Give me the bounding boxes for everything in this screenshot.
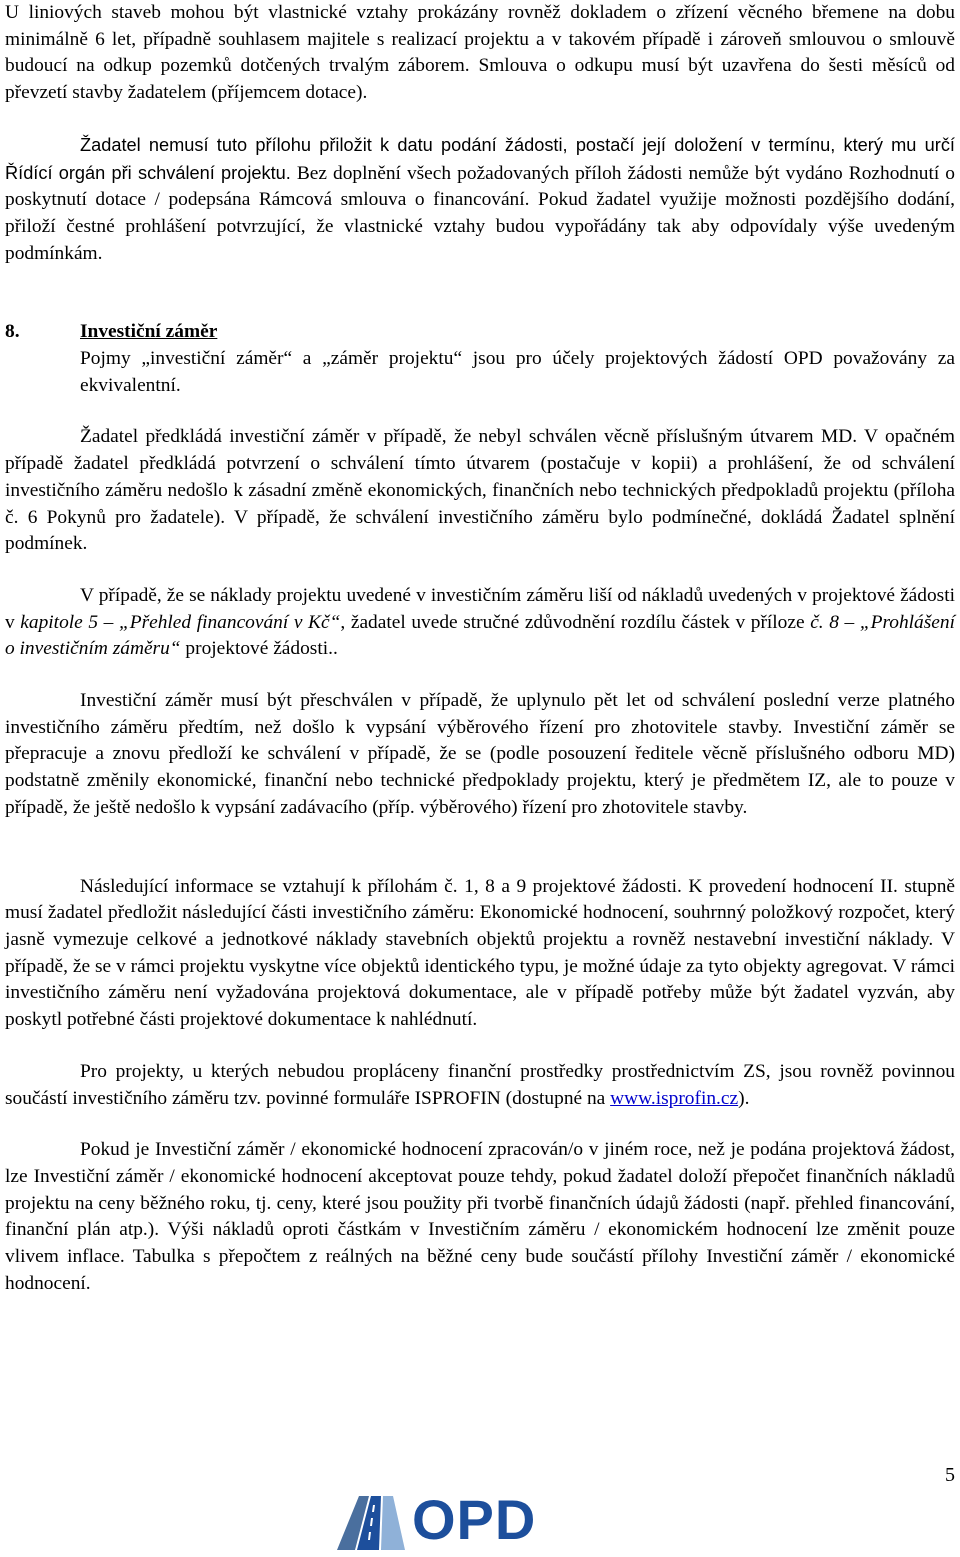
opd-logo-mark-icon: [335, 1488, 407, 1552]
paragraph-evaluation: Následující informace se vztahují k přílohám č. 1, 8 a 9 projektové žádosti. K provedení hodnocení II. stupně musí žadatel předložit následující části investičního záměru: Ekonomické hodnocení, souhrnný položkový rozpočet, který jasně vymezuje celkové a jednotkové náklady stavebních objektů projektu a rovněž nestavební investiční náklady. V případě, že se v rámci projektu vyskytne více objektů identického typu, je možné údaje za tyto objekty agregovat. V rámci investičního záměru není vyžadována projektová dokumentace, ale v případě potřeby může být žadatel vyzván, aby poskytl potřebné části projektové dokumentace k nahlédnutí.: [5, 875, 955, 1031]
page-number: 5: [945, 1464, 955, 1486]
cost-text-1: V případě, že se náklady projektu uvedené v investičním záměru liší od nákladů uvedených v projektové žádosti v: [5, 584, 955, 633]
attachment-requirement-text: Bez doplnění všech požadovaných příloh žádosti nemůže být vydáno Rozhodnutí o poskytnutí dotace / podepsána Rámcová smlouva o financování. Pokud žadatel využije možnosti pozdějšího dodání, přiloží čestné prohlášení potvrzující, že vlastnické vztahy budou vypořádány tak aby odpovídaly výše uvedeným podmínkám.: [5, 162, 955, 264]
paragraph-attachment-deadline: [5, 132, 955, 268]
cost-annex-ref: č. 8 – „Prohlášení o investičním záměru“: [5, 611, 955, 660]
section-number: 8.: [5, 321, 20, 343]
section-title: Investiční záměr: [80, 321, 218, 343]
isprofin-text-1: Pro projekty, u kterých nebudou propláceny finanční prostředky prostřednictvím ZS, jsou rovněž povinnou součástí investičního záměru tzv. povinné formuláře ISPROFIN (dostupné na: [5, 1060, 955, 1109]
isprofin-text-2: ).: [738, 1087, 750, 1109]
section-heading: [5, 319, 955, 346]
paragraph-price-recalculation: Pokud je Investiční záměr / ekonomické hodnocení zpracován/o v jiném roce, než je podána projektová žádost, lze Investiční záměr / ekonomické hodnocení akceptovat pouze tehdy, pokud žadatel doloží přepočet finančních nákladů projektu na ceny běžného roku, tj. ceny, které jsou použity při tvorbě finančních údajů žádosti (např. přehled financování, finanční plán atp.). Výši nákladů oproti částkám v Investičním záměru / ekonomickém hodnocení lze změnit pouze vlivem inflace. Tabulka s přepočtem z reálných na běžné ceny bude součástí přílohy Investiční záměr / ekonomické hodnocení.: [5, 1139, 955, 1294]
section-intro: [5, 346, 955, 399]
isprofin-link[interactable]: www.isprofin.cz: [610, 1087, 739, 1109]
opd-logo: [335, 1488, 595, 1552]
cost-chapter-ref: kapitole 5 – „Přehled financování v Kč“: [20, 611, 341, 633]
cost-text-2: , žadatel uvede stručné zdůvodnění rozdílu částek v příloze: [340, 611, 811, 633]
attachment-deadline-text: Žadatel nemusí tuto přílohu přiložit k datu podání žádosti, postačí její doložení v termínu, který mu určí Řídící orgán při schválení projektu.: [5, 134, 955, 183]
section-intro-text: Pojmy „investiční záměr“ a „záměr projektu“ jsou pro účely projektových žádostí OPD považovány za ekvivalentní.: [80, 348, 955, 396]
document-page: [5, 0, 955, 1297]
cost-text-3: projektové žádosti..: [180, 638, 338, 660]
paragraph-approval: Žadatel předkládá investiční záměr v případě, že nebyl schválen věcně příslušným útvarem MD. V opačném případě žadatel předkládá potvrzení o schválení tímto útvarem (postačuje v kopii) a prohlášení, že od schválení investičního záměru nedošlo k zásadní změně ekonomických, finančních nebo technických předpokladů projektu (příloha č. 6 Pokynů pro žadatele). V případě, že schválení investičního záměru bylo podmínečné, dokládá Žadatel splnění podmínek.: [5, 426, 955, 555]
paragraph-cost-difference: [5, 583, 955, 663]
paragraph-ownership: U liniových staveb mohou být vlastnické vztahy prokázány rovněž dokladem o zřízení věcného břemene na dobu minimálně 6 let, případně souhlasem majitele s realizací projektu a v takovém případě i zároveň smlouvou o smlouvě budoucí na odkup pozemků dotčených trvalým záborem. Smlouva o odkupu musí být uzavřena do šesti měsíců od převzetí stavby žadatelem (příjemcem dotace).: [5, 2, 955, 104]
paragraph-isprofin: [5, 1059, 955, 1112]
paragraph-reapproval: Investiční záměr musí být přeschválen v případě, že uplynulo pět let od schválení poslední verze platného investičního záměru předtím, než došlo k vypsání výběrového řízení pro zhotovitele stavby. Investiční záměr se přepracuje a znovu předloží ke schválení v případě, že se (podle posouzení ředitele věcně příslušného odboru MD) podstatně změnily ekonomické, finanční nebo technické předpoklady projektu, který je předmětem IZ, ale to pouze v případě, že ještě nedošlo k vypsání zadávacího (příp. výběrového) řízení pro zhotovitele stavby.: [5, 690, 955, 818]
opd-logo-text: OPD: [412, 1488, 537, 1551]
